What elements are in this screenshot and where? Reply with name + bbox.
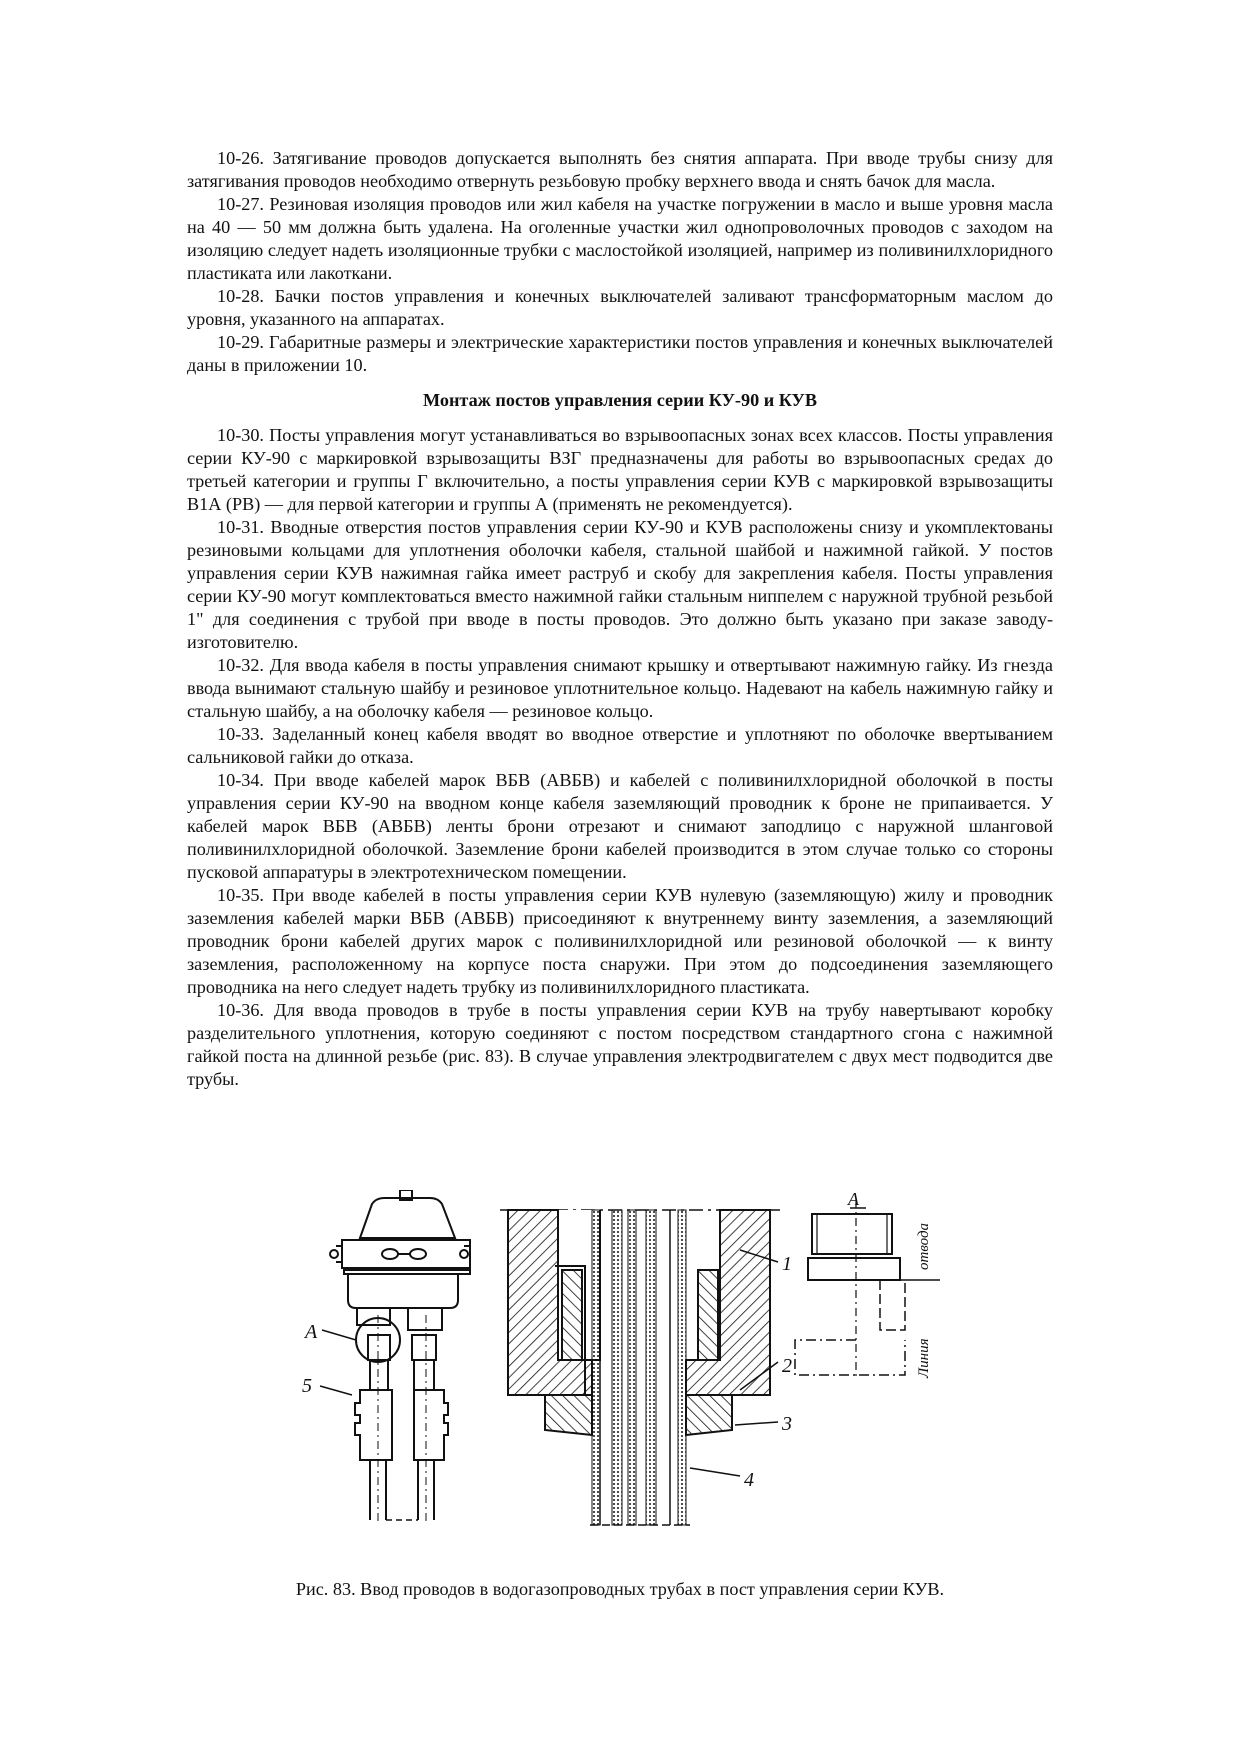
paragraph-10-35: 10-35. При вводе кабелей в посты управления серии КУВ нулевую (заземляющую) жилу и проводник заземления кабелей марки ВБВ (АВБВ) присоединяют к внутреннему винту заземления, а заземляющий проводник брони кабелей других марок с поливинилхлоридной или резиновой оболочкой — к винту заземления, расположенному на корпусе поста снаружи. При этом до подсоединения заземляющего проводника на него следует надеть трубку из поливинилхлоридного пластиката. <box>187 885 1053 997</box>
label-item-2: 2 <box>782 1355 792 1377</box>
figure-caption: Рис. 83. Ввод проводов в водогазопроводных трубах в пост управления серии КУВ. <box>295 1579 945 1599</box>
paragraph-10-31: 10-31. Вводные отверстия постов управления серии КУ-90 и КУВ расположены снизу и укомплектованы резиновыми кольцами для уплотнения оболочки кабеля, стальной шайбой и нажимной гайкой. У постов управления серии КУВ нажимная гайка имеет раструб и скобу для закрепления кабеля. Посты управления серии КУ-90 могут комплектоваться вместо нажимной гайки стальным ниппелем с наружной трубной резьбой 1" для соединения с трубой при вводе в посты проводов. Это должно быть указано при заказе заводу-изготовителю. <box>187 517 1053 652</box>
label-item-5: 5 <box>302 1375 312 1397</box>
label-item-1: 1 <box>782 1253 792 1275</box>
control-post-drawing <box>320 1190 470 1525</box>
label-item-4: 4 <box>744 1469 754 1491</box>
paragraph-10-27: 10-27. Резиновая изоляция проводов или жил кабеля на участке погружении в масло и выше уровня масла на 40 — 50 мм должна быть удалена. На оголенные участки жил однопроволочных проводов с заходом на изоляцию следует надеть изоляционные трубки с маслостойкой изоляцией, например из поливинилхлоридного пластиката или лакоткани. <box>187 194 1053 283</box>
document-body <box>187 147 1053 1091</box>
paragraph-10-29: 10-29. Габаритные размеры и электрические характеристики постов управления и конечных выключателей даны в приложении 10. <box>187 332 1053 375</box>
label-otvoda: отвода <box>916 1222 932 1270</box>
paragraph-10-36: 10-36. Для ввода проводов в трубе в посты управления серии КУВ на трубу навертывают коробку разделительного уплотнения, которую соединяют с постом посредством стандартного сгона с нажимной гайкой поста на длинной резьбе (рис. 83). В случае управления электродвигателем с двух мест подводится две трубы. <box>187 1000 1053 1089</box>
figure-drawing <box>300 1190 950 1535</box>
paragraph-10-34: 10-34. При вводе кабелей марок ВБВ (АВБВ) и кабелей с поливинилхлоридной оболочкой в посты управления серии КУ-90 на вводном конце кабеля заземляющий проводник к броне не припаивается. У кабелей марок ВБВ (АВБВ) ленты брони отрезают и снимают заподлицо с наружной шланговой поливинилхлоридной оболочкой. Заземление брони кабелей производится в этом случае только со стороны пусковой аппаратуры в электротехническом помещении. <box>187 770 1053 882</box>
figure-83 <box>300 1190 950 1535</box>
paragraph-10-28: 10-28. Бачки постов управления и конечных выключателей заливают трансформаторным маслом до уровня, указанного на аппаратах. <box>187 286 1053 329</box>
section-heading: Монтаж постов управления серии КУ-90 и КУВ <box>422 390 818 410</box>
paragraph-10-32: 10-32. Для ввода кабеля в посты управления снимают крышку и отвертывают нажимную гайку. Из гнезда ввода вынимают стальную шайбу и резиновое уплотнительное кольцо. Надевают на кабель нажимную гайку и стальную шайбу, а на оболочку кабеля — резиновое кольцо. <box>187 655 1053 721</box>
label-item-3: 3 <box>782 1413 792 1435</box>
paragraph-10-30: 10-30. Посты управления могут устанавливаться во взрывоопасных зонах всех классов. Посты управления серии КУ-90 с маркировкой взрывозащиты ВЗГ предназначены для работы во взрывоопасных средах до третьей категории и группы Г включительно, а посты управления серии КУВ с маркировкой взрывозащиты В1А (РВ) — для первой категории и группы А (применять не рекомендуется). <box>187 425 1053 514</box>
label-liniya: Линия <box>916 1338 932 1378</box>
paragraph-10-33: 10-33. Заделанный конец кабеля вводят во вводное отверстие и уплотняют по оболочке ввертыванием сальниковой гайки до отказа. <box>187 724 1053 767</box>
label-detail-a: А <box>305 1321 318 1343</box>
section-view-drawing <box>500 1210 780 1525</box>
label-section-a: А <box>848 1190 859 1209</box>
paragraph-10-26: 10-26. Затягивание проводов допускается выполнять без снятия аппарата. При вводе трубы снизу для затягивания проводов необходимо отвернуть резьбовую пробку верхнего ввода и снять бачок для масла. <box>187 148 1053 191</box>
